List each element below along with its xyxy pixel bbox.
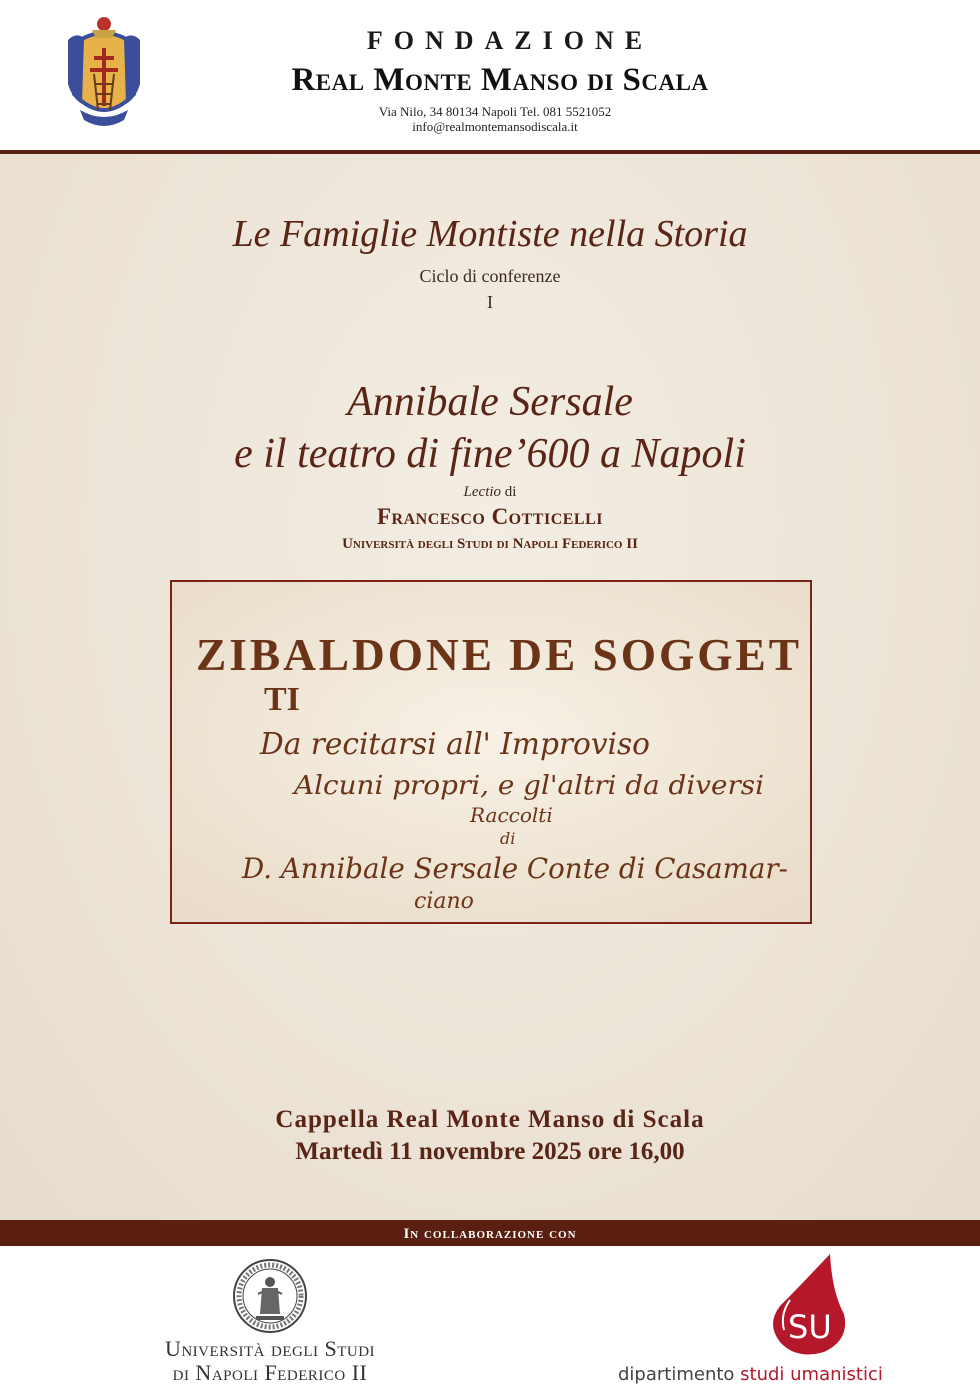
manuscript-line4: Alcuni propri, e gl'altri da diversi [291, 771, 764, 801]
foundation-email: info@realmontemansodiscala.it [412, 119, 578, 134]
dsu-strong: studi umanistici [740, 1364, 883, 1385]
manuscript-line5: Raccolti [470, 803, 553, 827]
foundation-label: FONDAZIONE [366, 26, 654, 55]
foundation-address: Via Nilo, 34 80134 Napoli Tel. 081 5521052 [378, 104, 612, 119]
lectio-di: di [501, 484, 517, 500]
foundation-contact [330, 104, 660, 134]
cycle-number: I [487, 292, 493, 312]
manuscript-line2: TI [264, 681, 300, 718]
venue-place: Cappella Real Monte Manso di Scala [275, 1106, 705, 1133]
manuscript-line1: ZIBALDONE DE SOGGET [196, 629, 802, 680]
header [0, 0, 980, 150]
manuscript-svg [172, 582, 810, 922]
manuscript-line3: Da recitarsi all' Improviso [259, 727, 650, 762]
series-title: Le Famiglie Montiste nella Storia [232, 213, 748, 255]
unina-seal-icon [232, 1258, 308, 1334]
foundation-name: Real Monte Manso di Scala [291, 62, 709, 98]
lectio-label [0, 484, 980, 501]
speaker-affiliation: Università degli Studi di Napoli Federico II [342, 536, 638, 552]
manuscript-line6: di [500, 829, 516, 848]
speaker-name: Francesco Cotticelli [376, 504, 603, 529]
unina-name-line2: di Napoli Federico II [172, 1360, 368, 1385]
dsu-prefix: dipartimento [618, 1364, 741, 1385]
manuscript-image [170, 580, 812, 924]
lectio-word: Lectio [463, 484, 502, 500]
dsu-drop-icon [760, 1252, 850, 1356]
collaboration-band: In collaborazione con [0, 1220, 980, 1246]
dsu-name [618, 1364, 883, 1385]
dsu-mark-text: SU [788, 1308, 832, 1346]
manuscript-line7: D. Annibale Sersale Conte di Casamar- [241, 852, 788, 885]
lecture-title-line2: e il teatro di fine’600 a Napoli [234, 431, 746, 477]
unina-name-line1: Università degli Studi [164, 1336, 376, 1361]
cycle-label: Ciclo di conferenze [419, 266, 561, 286]
lecture-title-line1: Annibale Sersale [347, 379, 633, 425]
manuscript-line8: ciano [414, 889, 474, 914]
venue-datetime: Martedì 11 novembre 2025 ore 16,00 [295, 1138, 685, 1165]
